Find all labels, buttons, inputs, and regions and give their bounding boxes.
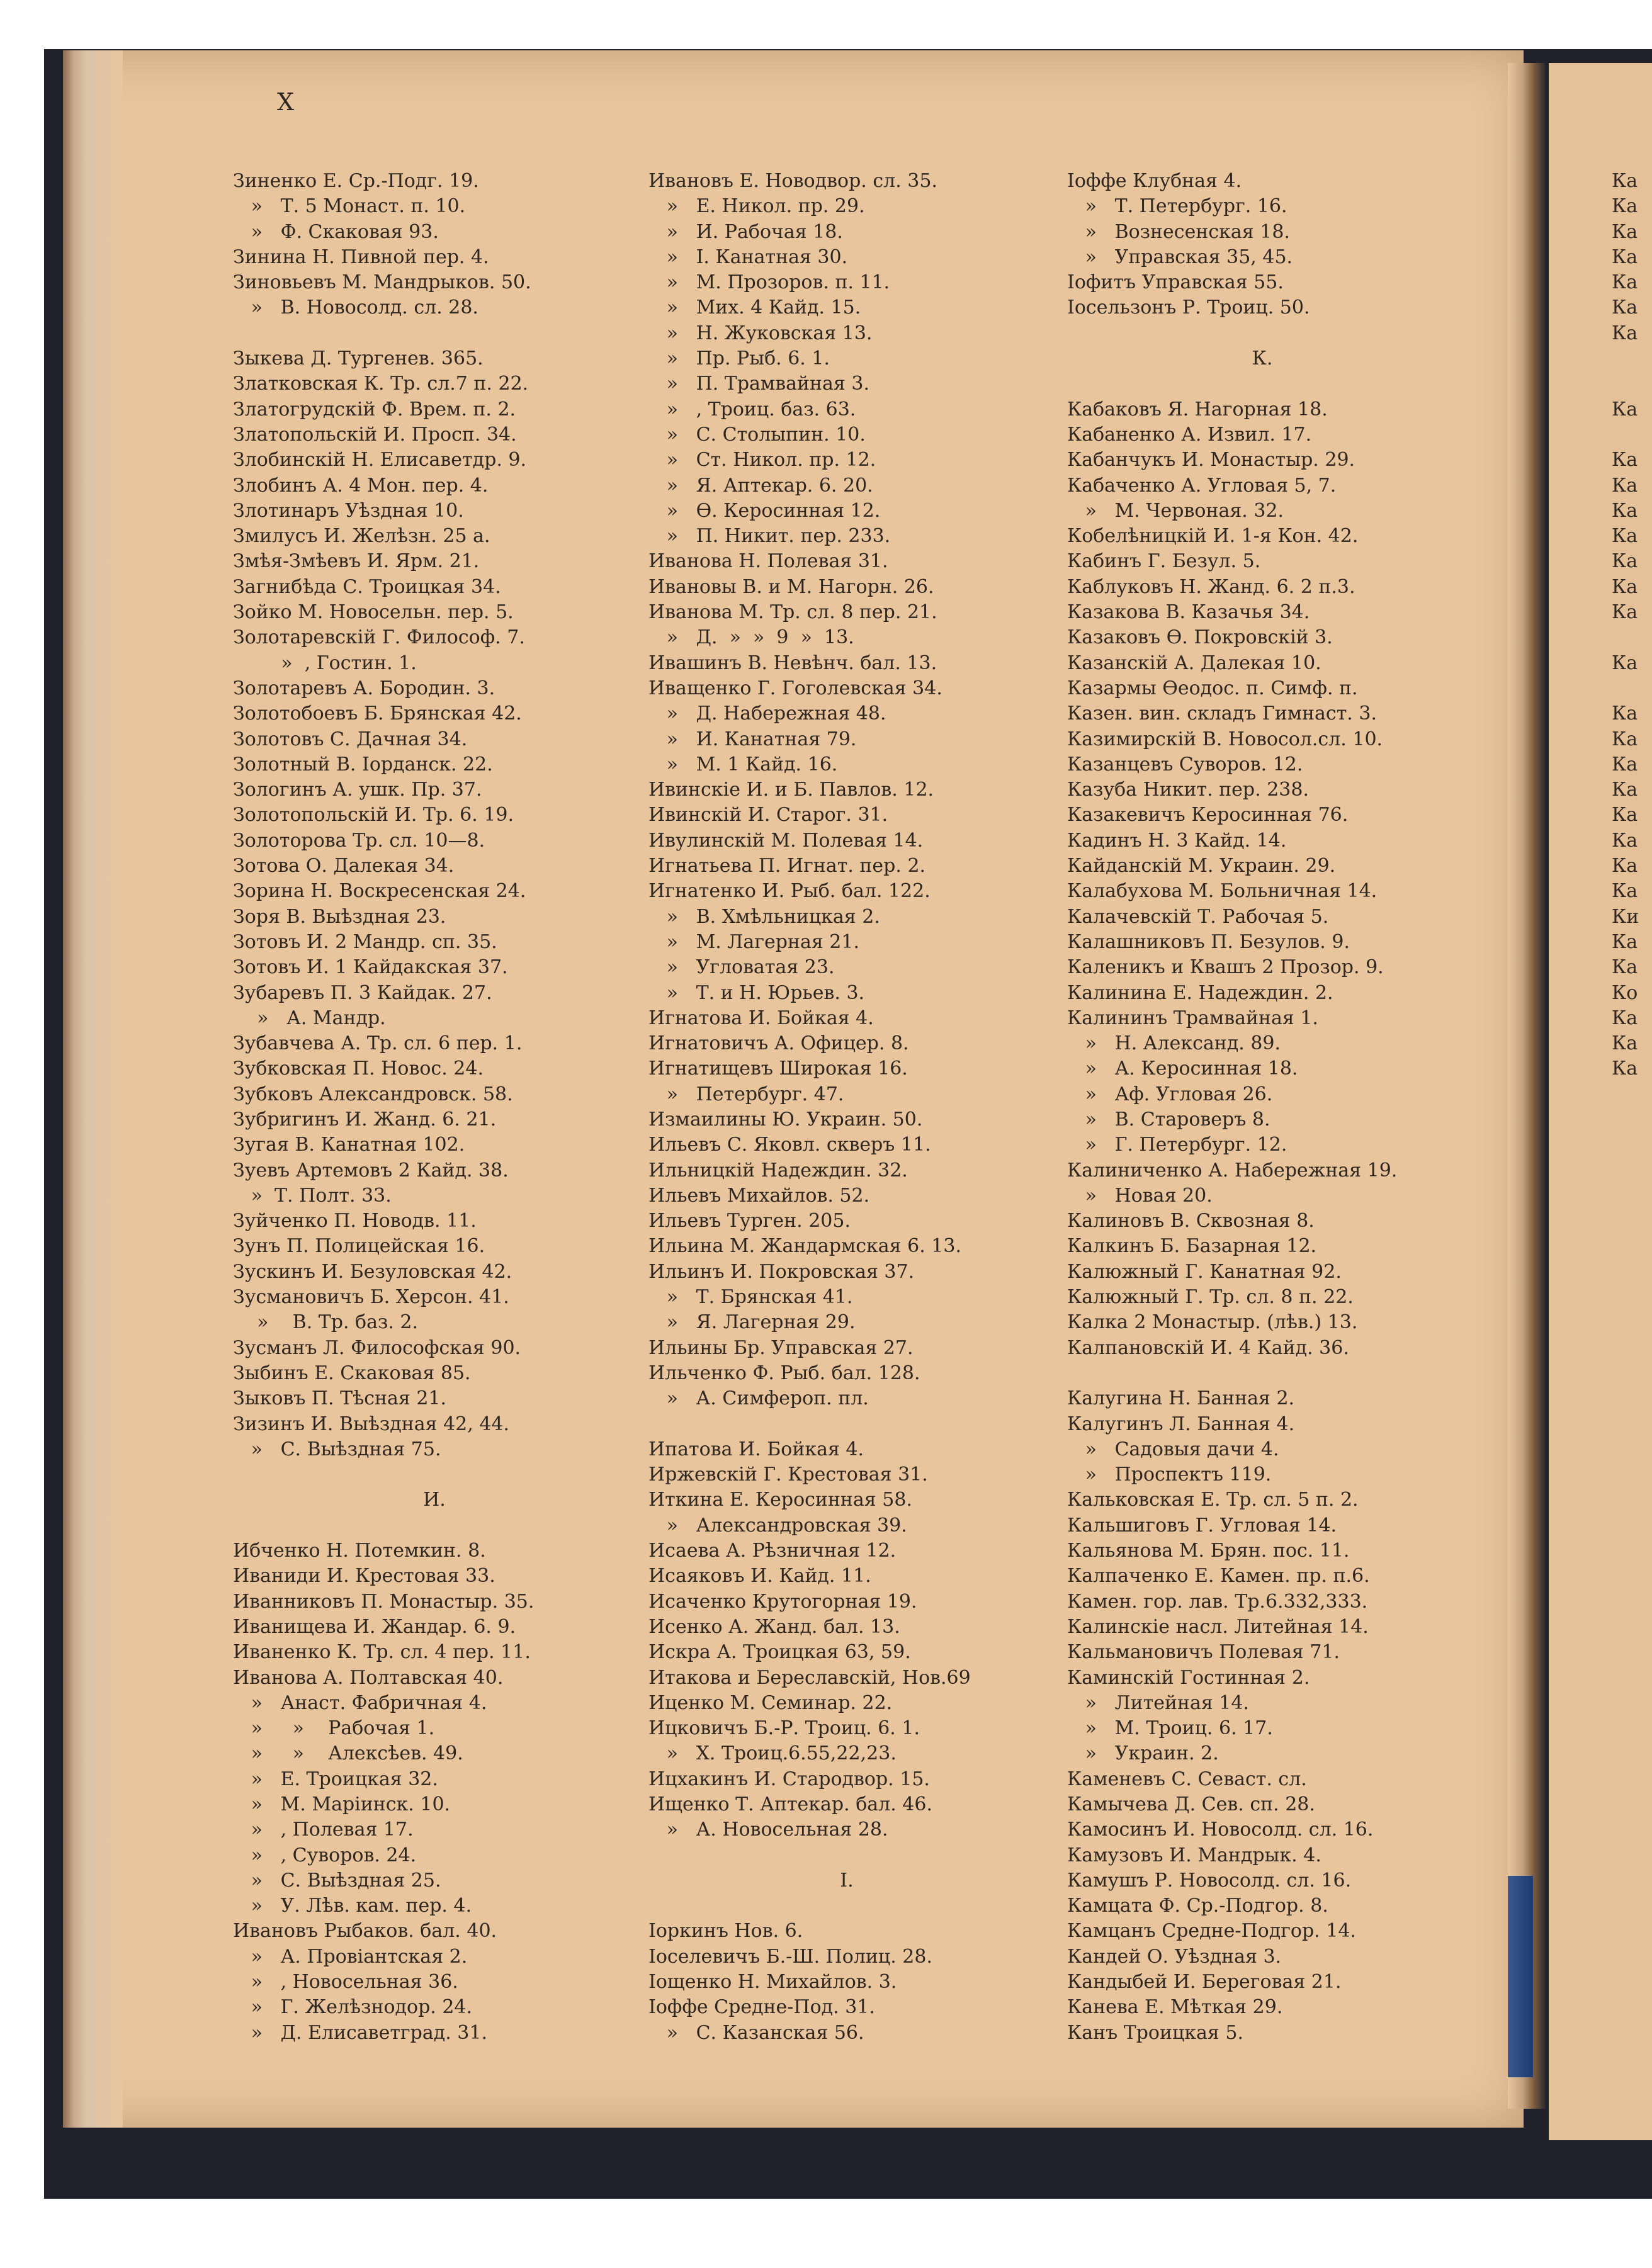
directory-entry bbox=[233, 1513, 636, 1538]
directory-entry: Ильченко Ф. Рыб. бал. 128. bbox=[648, 1362, 920, 1384]
directory-entry: Калюжный Г. Канатная 92. bbox=[1067, 1260, 1342, 1283]
directory-entry: » Ѳ. Керосинная 12. bbox=[648, 499, 881, 522]
facing-page-fragment: Ка bbox=[1612, 804, 1638, 827]
facing-page-fragment: Ки bbox=[1612, 905, 1639, 928]
directory-entry: » А. Симфероп. пл. bbox=[648, 1387, 869, 1410]
section-heading: І. bbox=[840, 1869, 854, 1892]
facing-page-fragment: Ка bbox=[1612, 855, 1638, 877]
directory-entry: Золотопольскій И. Тр. 6. 19. bbox=[233, 804, 514, 827]
directory-entry: Зыбинъ Е. Скаковая 85. bbox=[233, 1362, 471, 1384]
directory-entry: Ильины Бр. Управская 27. bbox=[648, 1336, 914, 1359]
directory-entry: » У. Лѣв. кам. пер. 4. bbox=[233, 1895, 472, 1917]
directory-entry: Зыкева Д. Тургенев. 365. bbox=[233, 347, 484, 370]
directory-entry: » В. Новосолд. сл. 28. bbox=[233, 296, 478, 319]
directory-entry: Іоселевичъ Б.-Ш. Полиц. 28. bbox=[648, 1945, 932, 1968]
page-number: X bbox=[277, 88, 295, 116]
directory-entry: Кобелѣницкій И. 1-я Кон. 42. bbox=[1067, 525, 1359, 548]
directory-entry: Каминскій Гостинная 2. bbox=[1067, 1666, 1310, 1689]
directory-entry: Зуевъ Артемовъ 2 Кайд. 38. bbox=[233, 1159, 509, 1182]
directory-entry: Калугина Н. Банная 2. bbox=[1067, 1387, 1295, 1410]
directory-entry: Кайданскій М. Украин. 29. bbox=[1067, 855, 1336, 877]
directory-entry: Золотаревскій Г. Философ. 7. bbox=[233, 626, 525, 649]
facing-page-fragment bbox=[1612, 625, 1652, 650]
directory-entry: Исаяковъ И. Кайд. 11. bbox=[648, 1565, 871, 1588]
facing-page-fragment bbox=[1612, 346, 1652, 371]
directory-entry: Итакова и Береславскій, Нов.69 bbox=[648, 1666, 971, 1689]
directory-entry: Иванова М. Тр. сл. 8 пер. 21. bbox=[648, 601, 937, 624]
directory-entry: » В. Тр. баз. 2. bbox=[233, 1311, 419, 1334]
directory-entry: » Т. Брянская 41. bbox=[648, 1286, 853, 1309]
directory-entry: » Д. Елисаветград. 31. bbox=[233, 2021, 487, 2044]
directory-entry: » А. Керосинная 18. bbox=[1067, 1058, 1298, 1080]
directory-entry: Золотный В. Іорданск. 22. bbox=[233, 753, 493, 776]
directory-entry bbox=[1067, 371, 1457, 397]
directory-entry: » Ст. Никол. пр. 12. bbox=[648, 449, 876, 471]
directory-entry: Злотинаръ Уѣздная 10. bbox=[233, 499, 464, 522]
directory-entry: Ивинскіе И. и Б. Павлов. 12. bbox=[648, 779, 934, 801]
facing-page-fragment: Ка bbox=[1612, 220, 1638, 243]
directory-entry: » В. Староверъ 8. bbox=[1067, 1108, 1270, 1131]
directory-entry: » А. Мандр. bbox=[233, 1007, 386, 1029]
directory-entry: Золотовъ С. Дачная 34. bbox=[233, 728, 468, 750]
directory-entry: » М. Троиц. 6. 17. bbox=[1067, 1717, 1273, 1740]
directory-entry: Зоря В. Выѣздная 23. bbox=[233, 905, 446, 928]
directory-entry: Зубавчева А. Тр. сл. 6 пер. 1. bbox=[233, 1032, 523, 1055]
directory-entry: Иванниковъ П. Монастыр. 35. bbox=[233, 1590, 535, 1613]
facing-page-fragment: Ка bbox=[1612, 449, 1638, 471]
directory-entry: Ивановъ Рыбаков. бал. 40. bbox=[233, 1920, 497, 1943]
directory-entry: Иржевскій Г. Крестовая 31. bbox=[648, 1464, 928, 1486]
directory-entry bbox=[1067, 321, 1457, 346]
directory-entry: Зойко М. Новосельн. пер. 5. bbox=[233, 601, 514, 624]
directory-entry: » Мих. 4 Кайд. 15. bbox=[648, 296, 861, 319]
directory-entry: Калачевскій Т. Рабочая 5. bbox=[1067, 905, 1329, 928]
directory-entry: Калинскіе насл. Литейная 14. bbox=[1067, 1615, 1369, 1638]
directory-entry: Камцанъ Средне-Подгор. 14. bbox=[1067, 1920, 1356, 1943]
facing-page-fragment: Ка bbox=[1612, 170, 1638, 192]
directory-entry: » М. 1 Кайд. 16. bbox=[648, 753, 838, 776]
directory-entry: » Т. и Н. Юрьев. 3. bbox=[648, 981, 865, 1004]
directory-entry: Іосельзонъ Р. Троиц. 50. bbox=[1067, 296, 1310, 319]
directory-entry: » И. Канатная 79. bbox=[648, 728, 857, 750]
directory-entry: Ивулинскій М. Полевая 14. bbox=[648, 829, 924, 852]
directory-entry: Золотобоевъ Б. Брянская 42. bbox=[233, 702, 522, 725]
facing-page-fragment bbox=[1612, 676, 1652, 701]
directory-entry: » Н. Жуковская 13. bbox=[648, 322, 873, 344]
directory-entry: Иценко М. Семинар. 22. bbox=[648, 1691, 893, 1714]
directory-entry: » Литейная 14. bbox=[1067, 1691, 1249, 1714]
directory-entry: Зыковъ П. Тѣсная 21. bbox=[233, 1387, 447, 1410]
directory-entry: Иванова Н. Полевая 31. bbox=[648, 550, 888, 573]
directory-entry: Зотова О. Далекая 34. bbox=[233, 855, 455, 877]
directory-entry: Ильевъ Михайлов. 52. bbox=[648, 1184, 870, 1207]
directory-entry: Калпаченко Е. Камен. пр. п.6. bbox=[1067, 1565, 1370, 1588]
directory-entry: Казармы Ѳеодос. п. Симф. п. bbox=[1067, 677, 1358, 699]
directory-entry: Исаева А. Рѣзничная 12. bbox=[648, 1540, 897, 1562]
directory-entry: Кабанчукъ И. Монастыр. 29. bbox=[1067, 449, 1355, 471]
directory-entry: Зусмановичъ Б. Херсон. 41. bbox=[233, 1286, 509, 1309]
directory-entry: » Н. Александ. 89. bbox=[1067, 1032, 1281, 1055]
facing-page-fragment: Ка bbox=[1612, 702, 1638, 725]
facing-page-fragment: Ка bbox=[1612, 195, 1638, 218]
directory-entry: Зиненко Е. Ср.-Подг. 19. bbox=[233, 170, 479, 192]
directory-entry: Камен. гор. лав. Тр.6.332,333. bbox=[1067, 1590, 1368, 1613]
directory-entry: Казанцевъ Суворов. 12. bbox=[1067, 753, 1303, 776]
directory-entry: » Украин. 2. bbox=[1067, 1742, 1219, 1765]
directory-entry: Игнатовичъ А. Офицер. 8. bbox=[648, 1032, 909, 1055]
facing-page-fragment bbox=[1612, 422, 1652, 448]
directory-entry: » , Суворов. 24. bbox=[233, 1844, 417, 1866]
directory-entry: Иваниди И. Крестовая 33. bbox=[233, 1565, 495, 1588]
directory-entry: Ильинъ И. Покровская 37. bbox=[648, 1260, 915, 1283]
directory-entry: Кальянова М. Брян. пос. 11. bbox=[1067, 1540, 1350, 1562]
directory-entry: Иващенко Г. Гоголевская 34. bbox=[648, 677, 942, 699]
directory-entry: » , Гостин. 1. bbox=[233, 652, 417, 674]
directory-entry: Ивинскій И. Старог. 31. bbox=[648, 804, 888, 827]
directory-entry: Камузовъ И. Мандрык. 4. bbox=[1067, 1844, 1321, 1866]
directory-entry: Калининъ Трамвайная 1. bbox=[1067, 1007, 1318, 1029]
book-spine bbox=[1508, 63, 1546, 2109]
directory-entry: Зунъ П. Полицейская 16. bbox=[233, 1235, 485, 1258]
facing-page-fragment: Ка bbox=[1612, 652, 1638, 674]
directory-entry: » Д. » » 9 » 13. bbox=[648, 626, 854, 649]
directory-entry: » І. Канатная 30. bbox=[648, 245, 848, 268]
directory-entry: Златковская К. Тр. сл.7 п. 22. bbox=[233, 373, 529, 395]
directory-entry: » Проспектъ 119. bbox=[1067, 1464, 1272, 1486]
directory-entry: Калка 2 Монастыр. (лѣв.) 13. bbox=[1067, 1311, 1358, 1334]
directory-entry: Зубригинъ И. Жанд. 6. 21. bbox=[233, 1108, 497, 1131]
facing-page-fragment: Ка bbox=[1612, 779, 1638, 801]
directory-entry: » Я. Аптекар. 6. 20. bbox=[648, 474, 873, 497]
facing-page-fragment: Ка bbox=[1612, 601, 1638, 624]
directory-entry: Ищенко Т. Аптекар. бал. 46. bbox=[648, 1793, 932, 1815]
directory-entry: Игнатова И. Бойкая 4. bbox=[648, 1007, 874, 1029]
facing-page-fragment: Ка bbox=[1612, 398, 1638, 420]
directory-entry bbox=[1067, 1361, 1457, 1386]
directory-entry bbox=[648, 1843, 1045, 1868]
directory-entry: Ильевъ С. Яковл. скверъ 11. bbox=[648, 1134, 931, 1156]
directory-entry: » Г. Петербург. 12. bbox=[1067, 1134, 1287, 1156]
facing-page-fragment: Ка bbox=[1612, 575, 1638, 598]
directory-entry: » Александровская 39. bbox=[648, 1514, 907, 1537]
directory-entry: » М. Прозоров. п. 11. bbox=[648, 271, 890, 294]
directory-entry: » И. Рабочая 18. bbox=[648, 220, 843, 243]
facing-page-fragment: Ка bbox=[1612, 550, 1638, 573]
section-heading: И. bbox=[423, 1489, 446, 1511]
directory-entry: Ивашинъ В. Невѣнч. бал. 13. bbox=[648, 652, 937, 674]
directory-entry: » М. Лагерная 21. bbox=[648, 930, 860, 953]
directory-entry: Злобинъ А. 4 Мон. пер. 4. bbox=[233, 474, 489, 497]
directory-entry: Зускинъ И. Безуловская 42. bbox=[233, 1260, 512, 1283]
directory-entry: » Садовыя дачи 4. bbox=[1067, 1438, 1279, 1460]
directory-entry: » Управская 35, 45. bbox=[1067, 245, 1293, 268]
directory-entry: Змѣя-Змѣевъ И. Ярм. 21. bbox=[233, 550, 480, 573]
directory-entry: » , Полевая 17. bbox=[233, 1819, 414, 1841]
directory-entry: Зотовъ И. 2 Мандр. сп. 35. bbox=[233, 930, 497, 953]
facing-page-fragment: Ка bbox=[1612, 499, 1638, 522]
directory-entry: Загнибѣда С. Троицкая 34. bbox=[233, 575, 501, 598]
facing-page-fragment: Ка bbox=[1612, 525, 1638, 548]
facing-page-fragment: Ка bbox=[1612, 880, 1638, 903]
directory-entry: Кабаковъ Я. Нагорная 18. bbox=[1067, 398, 1328, 420]
directory-column-2 bbox=[648, 169, 1045, 2046]
facing-page-fragment: Ко bbox=[1612, 981, 1638, 1004]
directory-entry: Искра А. Троицкая 63, 59. bbox=[648, 1641, 911, 1664]
directory-entry: Кальшиговъ Г. Угловая 14. bbox=[1067, 1514, 1337, 1537]
facing-page-fragment: Ка bbox=[1612, 474, 1638, 497]
directory-entry: » В. Хмѣльницкая 2. bbox=[648, 905, 880, 928]
directory-entry: Иванова А. Полтавская 40. bbox=[233, 1666, 504, 1689]
directory-entry: Зиновьевъ М. Мандрыков. 50. bbox=[233, 271, 531, 294]
directory-entry: » , Новосельная 36. bbox=[233, 1971, 458, 1994]
directory-entry: » Е. Никол. пр. 29. bbox=[648, 195, 865, 218]
directory-entry: » С. Казанская 56. bbox=[648, 2021, 864, 2044]
directory-entry: Ибченко Н. Потемкин. 8. bbox=[233, 1540, 486, 1562]
directory-entry: Калиновъ В. Сквозная 8. bbox=[1067, 1210, 1315, 1233]
directory-entry: Кандыбей И. Береговая 21. bbox=[1067, 1971, 1342, 1994]
directory-entry: » Х. Троиц.6.55,22,23. bbox=[648, 1742, 897, 1765]
directory-entry: Казимирскій В. Новосол.сл. 10. bbox=[1067, 728, 1383, 750]
directory-entry: Калугинъ Л. Банная 4. bbox=[1067, 1413, 1295, 1435]
directory-entry: Калюжный Г. Тр. сл. 8 п. 22. bbox=[1067, 1286, 1354, 1309]
directory-entry: Ицхакинъ И. Стародвор. 15. bbox=[648, 1768, 930, 1790]
directory-entry: Казаковъ Ѳ. Покровскій 3. bbox=[1067, 626, 1333, 649]
directory-entry: Казанскій А. Далекая 10. bbox=[1067, 652, 1321, 674]
facing-page-fragment: Ка bbox=[1612, 322, 1638, 344]
facing-page-fragment bbox=[1612, 371, 1652, 397]
facing-page-fragment: Ка bbox=[1612, 1032, 1638, 1055]
directory-entry: Измаилины Ю. Украин. 50. bbox=[648, 1108, 923, 1131]
directory-column-1 bbox=[233, 169, 636, 2046]
directory-entry: Кальмановичъ Полевая 71. bbox=[1067, 1641, 1340, 1664]
directory-entry: Зизинъ И. Выѣздная 42, 44. bbox=[233, 1413, 510, 1435]
facing-page-fragment: Ка bbox=[1612, 1007, 1638, 1029]
directory-entry: Канева Е. Мѣткая 29. bbox=[1067, 1996, 1283, 2019]
directory-entry: Златопольскій И. Просп. 34. bbox=[233, 423, 517, 446]
directory-entry: Калкинъ Б. Базарная 12. bbox=[1067, 1235, 1317, 1258]
directory-entry: » Вознесенская 18. bbox=[1067, 220, 1290, 243]
directory-entry: Камосинъ И. Новосолд. сл. 16. bbox=[1067, 1819, 1374, 1841]
directory-entry: Калиниченко А. Набережная 19. bbox=[1067, 1159, 1398, 1182]
directory-entry: Камушъ Р. Новосолд. сл. 16. bbox=[1067, 1869, 1352, 1892]
directory-entry: Ивановъ Е. Новодвор. сл. 35. bbox=[648, 170, 937, 192]
directory-column-3 bbox=[1067, 169, 1457, 2046]
directory-entry: » Е. Троицкая 32. bbox=[233, 1768, 438, 1790]
directory-entry: » Пр. Рыб. 6. 1. bbox=[648, 347, 830, 370]
page-edge-shadow bbox=[63, 50, 123, 2128]
directory-entry: Змилусъ И. Желѣзн. 25 а. bbox=[233, 525, 490, 548]
directory-entry: Іоффе Клубная 4. bbox=[1067, 170, 1242, 192]
directory-entry: Каблуковъ Н. Жанд. 6. 2 п.3. bbox=[1067, 575, 1355, 598]
directory-entry: » М. Червоная. 32. bbox=[1067, 499, 1284, 522]
section-heading: К. bbox=[1252, 347, 1273, 370]
directory-entry: Іощенко Н. Михайлов. 3. bbox=[648, 1971, 897, 1994]
directory-entry: Иванищева И. Жандар. 6. 9. bbox=[233, 1615, 516, 1638]
directory-entry: » Т. Полт. 33. bbox=[233, 1184, 392, 1207]
directory-entry: Зубаревъ П. 3 Кайдак. 27. bbox=[233, 981, 492, 1004]
directory-entry: Игнатищевъ Широкая 16. bbox=[648, 1058, 908, 1080]
directory-entry: » Петербург. 47. bbox=[648, 1083, 844, 1105]
directory-entry: » Новая 20. bbox=[1067, 1184, 1213, 1207]
directory-entry bbox=[648, 1412, 1045, 1437]
directory-entry: » П. Трамвайная 3. bbox=[648, 373, 869, 395]
facing-page-fragment: Ка bbox=[1612, 296, 1638, 319]
directory-entry: Исенко А. Жанд. бал. 13. bbox=[648, 1615, 900, 1638]
directory-entry: Золотаревъ А. Бородин. 3. bbox=[233, 677, 495, 699]
directory-entry: » А. Новосельная 28. bbox=[648, 1819, 888, 1841]
directory-entry: » » Алексѣев. 49. bbox=[233, 1742, 463, 1765]
directory-entry: Каменевъ С. Севаст. сл. bbox=[1067, 1768, 1307, 1790]
directory-entry: Калашниковъ П. Безулов. 9. bbox=[1067, 930, 1350, 953]
directory-entry: Кабаченко А. Угловая 5, 7. bbox=[1067, 474, 1337, 497]
directory-entry: Зусманъ Л. Философская 90. bbox=[233, 1336, 521, 1359]
directory-entry: Калинина Е. Надеждин. 2. bbox=[1067, 981, 1333, 1004]
directory-entry: Зугая В. Канатная 102. bbox=[233, 1134, 465, 1156]
facing-page-fragment: Ка bbox=[1612, 753, 1638, 776]
directory-entry: » С. Столыпин. 10. bbox=[648, 423, 866, 446]
facing-page-fragment: Ка bbox=[1612, 930, 1638, 953]
directory-entry: Кальковская Е. Тр. сл. 5 п. 2. bbox=[1067, 1489, 1359, 1511]
directory-entry: » Анаст. Фабричная 4. bbox=[233, 1691, 487, 1714]
directory-entry: Игнатенко И. Рыб. бал. 122. bbox=[648, 880, 931, 903]
directory-entry: Зологинъ А. ушк. Пр. 37. bbox=[233, 779, 482, 801]
facing-page-fragment: Ка bbox=[1612, 1058, 1638, 1080]
directory-entry: » Аф. Угловая 26. bbox=[1067, 1083, 1273, 1105]
directory-entry: Каленикъ и Квашъ 2 Прозор. 9. bbox=[1067, 956, 1384, 979]
facing-page-fragment: Ка bbox=[1612, 728, 1638, 750]
facing-page-fragment: Ка bbox=[1612, 271, 1638, 294]
directory-entry: » М. Маріинск. 10. bbox=[233, 1793, 451, 1815]
directory-entry: » Г. Желѣзнодор. 24. bbox=[233, 1996, 473, 2019]
directory-entry: Зуйченко П. Новодв. 11. bbox=[233, 1210, 477, 1233]
directory-entry: Ипатова И. Бойкая 4. bbox=[648, 1438, 864, 1460]
directory-entry: Игнатьева П. Игнат. пер. 2. bbox=[648, 855, 926, 877]
directory-entry: Ильевъ Турген. 205. bbox=[648, 1210, 851, 1233]
directory-entry: Камцата Ф. Ср.-Подгор. 8. bbox=[1067, 1895, 1328, 1917]
directory-entry: Кандей О. Уѣздная 3. bbox=[1067, 1945, 1282, 1968]
directory-entry: Зубковъ Александровск. 58. bbox=[233, 1083, 513, 1105]
directory-entry: » Ф. Скаковая 93. bbox=[233, 220, 439, 243]
directory-entry: » С. Выѣздная 25. bbox=[233, 1869, 441, 1892]
directory-entry: Кадинъ Н. 3 Кайд. 14. bbox=[1067, 829, 1287, 852]
directory-entry: » Т. Петербург. 16. bbox=[1067, 195, 1287, 218]
directory-entry: Ицковичъ Б.-Р. Троиц. 6. 1. bbox=[648, 1717, 920, 1740]
directory-entry: Зинина Н. Пивной пер. 4. bbox=[233, 245, 489, 268]
directory-entry: Казакевичъ Керосинная 76. bbox=[1067, 804, 1349, 827]
facing-page-fragment: Ка bbox=[1612, 245, 1638, 268]
facing-page-fragment: Ка bbox=[1612, 956, 1638, 979]
directory-entry: » , Троиц. баз. 63. bbox=[648, 398, 856, 420]
directory-entry: Зубковская П. Новос. 24. bbox=[233, 1058, 484, 1080]
directory-entry: Злобинскій Н. Елисаветдр. 9. bbox=[233, 449, 527, 471]
directory-entry: Ивановы В. и М. Нагорн. 26. bbox=[648, 575, 934, 598]
directory-entry: Калабухова М. Больничная 14. bbox=[1067, 880, 1378, 903]
directory-entry: Камычева Д. Сев. сп. 28. bbox=[1067, 1793, 1315, 1815]
directory-entry: Кабинъ Г. Безул. 5. bbox=[1067, 550, 1261, 573]
directory-entry: Ильина М. Жандармская 6. 13. bbox=[648, 1235, 962, 1258]
directory-entry: Канъ Троицкая 5. bbox=[1067, 2021, 1244, 2044]
directory-entry: Иткина Е. Керосинная 58. bbox=[648, 1489, 912, 1511]
directory-entry: Кабаненко А. Извил. 17. bbox=[1067, 423, 1312, 446]
directory-entry: Исаченко Крутогорная 19. bbox=[648, 1590, 917, 1613]
directory-entry bbox=[233, 1462, 636, 1487]
directory-entry: Казуба Никит. пер. 238. bbox=[1067, 779, 1309, 801]
directory-entry: Золоторова Тр. сл. 10—8. bbox=[233, 829, 485, 852]
directory-entry: » Угловатая 23. bbox=[648, 956, 835, 979]
directory-entry: » Д. Набережная 48. bbox=[648, 702, 886, 725]
directory-entry: Зотовъ И. 1 Кайдакская 37. bbox=[233, 956, 508, 979]
directory-entry: » А. Провіантская 2. bbox=[233, 1945, 468, 1968]
directory-entry: Іоффе Средне-Под. 31. bbox=[648, 1996, 875, 2019]
directory-entry: » П. Никит. пер. 233. bbox=[648, 525, 891, 548]
directory-entry: » Т. 5 Монаст. п. 10. bbox=[233, 195, 466, 218]
directory-entry: » С. Выѣздная 75. bbox=[233, 1438, 441, 1460]
directory-entry: Казен. вин. складъ Гимнаст. 3. bbox=[1067, 702, 1377, 725]
directory-entry: » » Рабочая 1. bbox=[233, 1717, 435, 1740]
directory-entry: Златогрудскій Ф. Врем. п. 2. bbox=[233, 398, 516, 420]
directory-entry: Калпановскій И. 4 Кайд. 36. bbox=[1067, 1336, 1349, 1359]
directory-entry: Зорина Н. Воскресенская 24. bbox=[233, 880, 526, 903]
directory-entry bbox=[648, 1893, 1045, 1919]
spine-binding-strip bbox=[1508, 1876, 1533, 2077]
directory-entry: Іофитъ Управская 55. bbox=[1067, 271, 1284, 294]
facing-page-fragment: Ка bbox=[1612, 829, 1638, 852]
directory-entry: Казакова В. Казачья 34. bbox=[1067, 601, 1310, 624]
directory-entry: Іоркинъ Нов. 6. bbox=[648, 1920, 803, 1943]
directory-entry: » Я. Лагерная 29. bbox=[648, 1311, 856, 1334]
directory-entry: Иваненко К. Тр. сл. 4 пер. 11. bbox=[233, 1641, 531, 1664]
directory-entry bbox=[233, 321, 636, 346]
directory-entry: Ильницкій Надеждин. 32. bbox=[648, 1159, 908, 1182]
facing-page-column bbox=[1612, 169, 1652, 1082]
